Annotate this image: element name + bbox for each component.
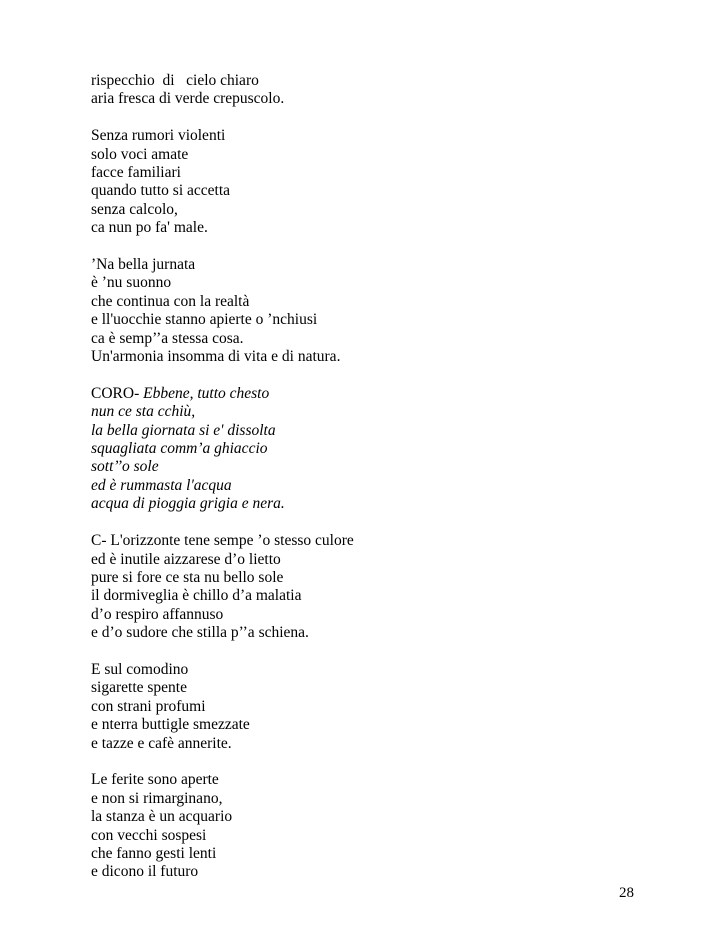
chorus-line: ed è rummasta l'acqua — [91, 476, 232, 494]
stanza-2 — [91, 127, 651, 237]
speaker-label: CORO- — [91, 384, 144, 402]
stanza-7 — [91, 771, 651, 881]
poem-line: aria fresca di verde crepuscolo. — [91, 90, 285, 108]
poem-line: pure si fore ce sta nu bello sole — [91, 568, 284, 586]
poem-line: Senza rumori violenti — [91, 127, 226, 145]
page-number: 28 — [619, 885, 634, 901]
poem-line: solo voci amate — [91, 145, 189, 163]
poem-line: e ll'uocchie stanno apierte o ’nchiusi — [91, 311, 318, 329]
poem-line: e nterra buttigle smezzate — [91, 716, 250, 734]
poem-line: facce familiari — [91, 164, 181, 182]
poem-line: che fanno gesti lenti — [91, 844, 217, 862]
poem-line: rispecchio di cielo chiaro — [91, 72, 259, 89]
chorus-line: squagliata comm’a ghiaccio — [91, 440, 268, 458]
poem-line: Un'armonia insomma di vita e di natura. — [91, 348, 341, 366]
stanza-6 — [91, 661, 651, 753]
poem-line — [91, 385, 651, 403]
poem-line: con vecchi sospesi — [91, 826, 207, 844]
stanza-1 — [91, 72, 651, 109]
poem-line: senza calcolo, — [91, 200, 178, 218]
poem-line: è ’nu suonno — [91, 274, 172, 292]
poem-line: d’o respiro affannuso — [91, 605, 224, 623]
poem-line: sigarette spente — [91, 679, 187, 697]
poem-line: e non si rimarginano, — [91, 789, 223, 807]
stanza-3 — [91, 256, 651, 366]
poem-line: e d’o sudore che stilla p’’a schiena. — [91, 624, 309, 642]
stanza-5 — [91, 532, 651, 642]
poem-line: e dicono il futuro — [91, 863, 199, 881]
poem-line: ca nun po fa' male. — [91, 219, 208, 237]
poem-line: Le ferite sono aperte — [91, 771, 219, 789]
chorus-line: Ebbene, tutto chesto — [143, 384, 270, 402]
poem-line: C- L'orizzonte tene sempe ’o stesso culore — [91, 532, 354, 550]
poem-line: quando tutto si accetta — [91, 182, 231, 200]
poem-text — [91, 72, 651, 882]
poem-line: e tazze e cafè annerite. — [91, 734, 232, 752]
chorus-line: nun ce sta cchiù, — [91, 403, 196, 421]
chorus-line: acqua di pioggia grigia e nera. — [91, 495, 285, 513]
chorus-line: sott’’o sole — [91, 458, 159, 476]
poem-line: E sul comodino — [91, 660, 189, 678]
poem-line: ed è inutile aizzarese d’o lietto — [91, 550, 281, 568]
poem-line: che continua con la realtà — [91, 292, 250, 310]
stanza-4-coro — [91, 385, 651, 514]
poem-line: la stanza è un acquario — [91, 808, 233, 826]
poem-line: ’Na bella jurnata — [91, 256, 196, 274]
poem-line: ca è semp’’a stessa cosa. — [91, 329, 244, 347]
chorus-line: la bella giornata si e' dissolta — [91, 421, 276, 439]
poem-line: il dormiveglia è chillo d’a malatia — [91, 587, 302, 605]
poem-line: con strani profumi — [91, 697, 206, 715]
